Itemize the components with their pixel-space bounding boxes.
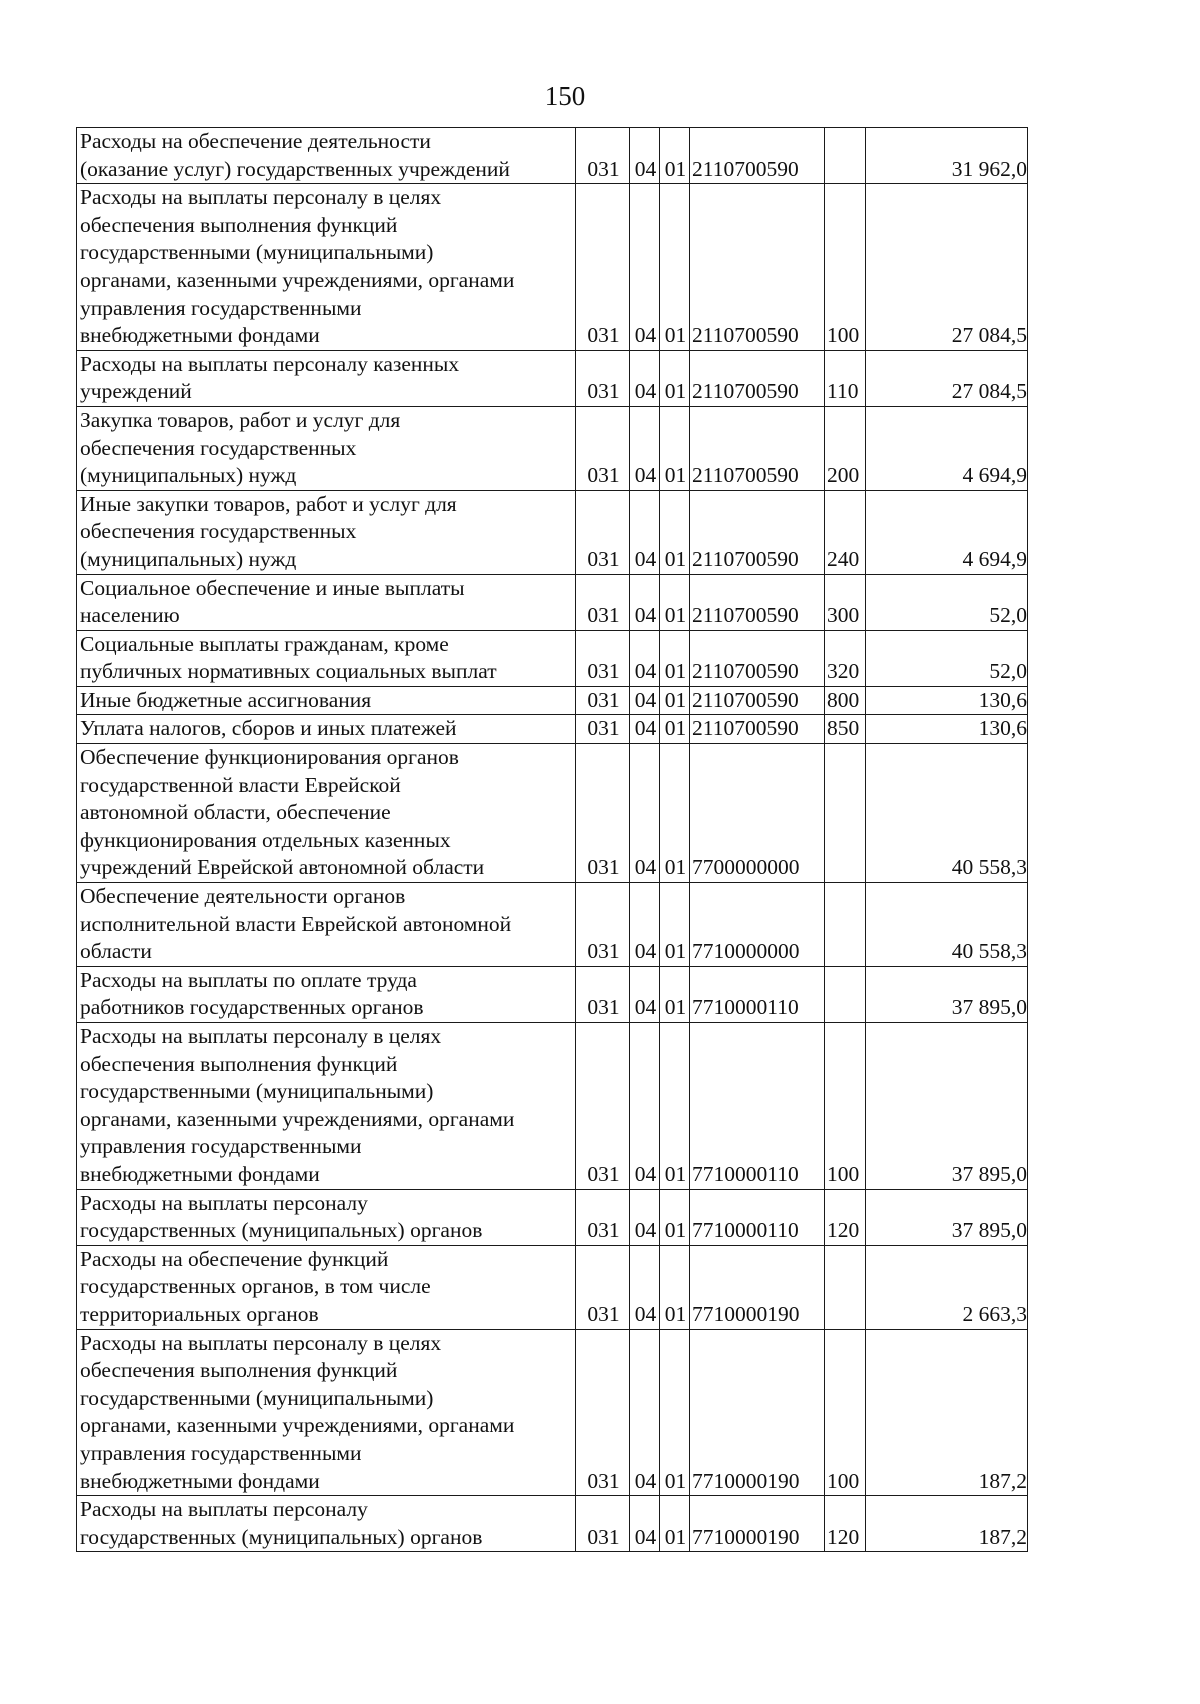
expense-name-cell — [77, 966, 576, 1022]
expense-name-line: Иные закупки товаров, работ и услуг для — [80, 491, 457, 516]
expense-name-line: государственными (муниципальными) — [80, 240, 434, 265]
expense-name-cell — [77, 686, 576, 715]
target-item-code-cell: 7710000000 — [690, 883, 825, 967]
expense-type-code-cell: 300 — [825, 574, 866, 630]
expense-type-code-cell: 800 — [825, 686, 866, 715]
table-row — [77, 184, 1028, 351]
expense-name-cell — [77, 184, 576, 351]
expense-name-line: учреждений Еврейской автономной области — [80, 855, 485, 880]
subsection-code-cell: 01 — [660, 128, 690, 184]
expense-type-code-cell — [825, 883, 866, 967]
amount-cell: 4 694,9 — [866, 406, 1028, 490]
admin-code-cell: 031 — [576, 883, 630, 967]
table-row — [77, 1023, 1028, 1190]
expense-name-line: органами, казенными учреждениями, органами — [80, 1106, 515, 1131]
expense-type-code-cell — [825, 1245, 866, 1329]
expense-name-line: населению — [80, 603, 180, 628]
subsection-code-cell: 01 — [660, 1245, 690, 1329]
admin-code-cell: 031 — [576, 350, 630, 406]
table-row — [77, 1189, 1028, 1245]
target-item-code-cell: 2110700590 — [690, 490, 825, 574]
amount-cell: 37 895,0 — [866, 966, 1028, 1022]
expense-type-code-cell — [825, 744, 866, 883]
expense-name-line: обеспечения выполнения функций — [80, 1051, 398, 1076]
budget-table — [76, 127, 1028, 1552]
admin-code-cell: 031 — [576, 686, 630, 715]
expense-name-cell — [77, 1496, 576, 1552]
expense-name-line: органами, казенными учреждениями, органами — [80, 1413, 515, 1438]
expense-name-line: обеспечения государственных — [80, 435, 357, 460]
admin-code-cell: 031 — [576, 744, 630, 883]
amount-cell: 130,6 — [866, 715, 1028, 744]
target-item-code-cell: 2110700590 — [690, 630, 825, 686]
expense-type-code-cell: 100 — [825, 1329, 866, 1496]
amount-cell: 27 084,5 — [866, 184, 1028, 351]
amount-cell: 187,2 — [866, 1496, 1028, 1552]
expense-name-line: Расходы на выплаты персоналу в целях — [80, 185, 442, 210]
expense-name-line: внебюджетными фондами — [80, 1161, 320, 1186]
expense-name-line: внебюджетными фондами — [80, 323, 320, 348]
expense-name-line: Социальное обеспечение и иные выплаты — [80, 575, 465, 600]
target-item-code-cell: 7710000190 — [690, 1245, 825, 1329]
section-code-cell: 04 — [630, 883, 660, 967]
expense-name-line: государственной власти Еврейской — [80, 772, 401, 797]
expense-name-cell — [77, 715, 576, 744]
admin-code-cell: 031 — [576, 715, 630, 744]
expense-name-line: обеспечения выполнения функций — [80, 212, 398, 237]
admin-code-cell: 031 — [576, 1189, 630, 1245]
admin-code-cell: 031 — [576, 1023, 630, 1190]
expense-name-line: Иные бюджетные ассигнования — [80, 687, 372, 712]
table-row — [77, 715, 1028, 744]
expense-name-line: Расходы на выплаты персоналу — [80, 1190, 368, 1215]
expense-name-cell — [77, 1329, 576, 1496]
expense-name-line: управления государственными — [80, 1134, 362, 1159]
subsection-code-cell: 01 — [660, 1023, 690, 1190]
expense-name-line: Закупка товаров, работ и услуг для — [80, 407, 401, 432]
admin-code-cell: 031 — [576, 490, 630, 574]
admin-code-cell: 031 — [576, 1496, 630, 1552]
subsection-code-cell: 01 — [660, 350, 690, 406]
admin-code-cell: 031 — [576, 966, 630, 1022]
expense-name-line: Расходы на выплаты персоналу казенных — [80, 351, 460, 376]
subsection-code-cell: 01 — [660, 883, 690, 967]
expense-name-cell — [77, 128, 576, 184]
admin-code-cell: 031 — [576, 128, 630, 184]
expense-name-cell — [77, 744, 576, 883]
target-item-code-cell: 7710000110 — [690, 966, 825, 1022]
expense-type-code-cell: 120 — [825, 1189, 866, 1245]
subsection-code-cell: 01 — [660, 686, 690, 715]
expense-name-line: публичных нормативных социальных выплат — [80, 659, 497, 684]
table-row — [77, 128, 1028, 184]
subsection-code-cell: 01 — [660, 966, 690, 1022]
target-item-code-cell: 2110700590 — [690, 184, 825, 351]
expense-name-line: Расходы на обеспечение деятельности — [80, 129, 431, 153]
expense-type-code-cell — [825, 128, 866, 184]
section-code-cell: 04 — [630, 630, 660, 686]
section-code-cell: 04 — [630, 686, 660, 715]
subsection-code-cell: 01 — [660, 406, 690, 490]
expense-name-line: Расходы на выплаты персоналу — [80, 1497, 368, 1522]
expense-name-line: Обеспечение функционирования органов — [80, 745, 459, 770]
expense-name-cell — [77, 406, 576, 490]
expense-name-cell — [77, 883, 576, 967]
expense-name-line: Расходы на выплаты персоналу в целях — [80, 1330, 442, 1355]
expense-type-code-cell: 120 — [825, 1496, 866, 1552]
section-code-cell: 04 — [630, 574, 660, 630]
target-item-code-cell: 2110700590 — [690, 128, 825, 184]
section-code-cell: 04 — [630, 490, 660, 574]
expense-name-line: работников государственных органов — [80, 995, 424, 1020]
page-number: 150 — [544, 81, 586, 111]
table-row — [77, 744, 1028, 883]
budget-table-body — [77, 128, 1028, 1552]
expense-name-line: (оказание услуг) государственных учреждений — [80, 156, 510, 181]
admin-code-cell: 031 — [576, 630, 630, 686]
subsection-code-cell: 01 — [660, 490, 690, 574]
subsection-code-cell: 01 — [660, 744, 690, 883]
expense-name-line: Расходы на обеспечение функций — [80, 1246, 389, 1271]
amount-cell: 2 663,3 — [866, 1245, 1028, 1329]
expense-name-line: государственными (муниципальными) — [80, 1079, 434, 1104]
expense-name-line: учреждений — [80, 379, 192, 404]
expense-name-line: автономной области, обеспечение — [80, 800, 391, 825]
target-item-code-cell: 7710000190 — [690, 1496, 825, 1552]
target-item-code-cell: 2110700590 — [690, 406, 825, 490]
amount-cell: 37 895,0 — [866, 1189, 1028, 1245]
expense-name-line: Уплата налогов, сборов и иных платежей — [80, 716, 457, 741]
section-code-cell: 04 — [630, 1496, 660, 1552]
admin-code-cell: 031 — [576, 184, 630, 351]
expense-type-code-cell: 110 — [825, 350, 866, 406]
table-row — [77, 1245, 1028, 1329]
target-item-code-cell: 7710000190 — [690, 1329, 825, 1496]
amount-cell: 37 895,0 — [866, 1023, 1028, 1190]
subsection-code-cell: 01 — [660, 630, 690, 686]
expense-type-code-cell: 850 — [825, 715, 866, 744]
expense-name-line: государственных органов, в том числе — [80, 1274, 431, 1299]
table-row — [77, 406, 1028, 490]
section-code-cell: 04 — [630, 1329, 660, 1496]
table-row — [77, 883, 1028, 967]
admin-code-cell: 031 — [576, 1329, 630, 1496]
expense-name-line: управления государственными — [80, 1440, 362, 1465]
expense-name-line: функционирования отдельных казенных — [80, 827, 451, 852]
amount-cell: 40 558,3 — [866, 744, 1028, 883]
table-row — [77, 630, 1028, 686]
table-row — [77, 966, 1028, 1022]
expense-name-cell — [77, 1023, 576, 1190]
expense-name-cell — [77, 574, 576, 630]
admin-code-cell: 031 — [576, 574, 630, 630]
expense-name-line: государственных (муниципальных) органов — [80, 1218, 483, 1243]
table-row — [77, 574, 1028, 630]
amount-cell: 31 962,0 — [866, 128, 1028, 184]
expense-type-code-cell: 240 — [825, 490, 866, 574]
amount-cell: 27 084,5 — [866, 350, 1028, 406]
target-item-code-cell: 2110700590 — [690, 574, 825, 630]
target-item-code-cell: 7710000110 — [690, 1023, 825, 1190]
expense-name-cell — [77, 1245, 576, 1329]
expense-name-line: территориальных органов — [80, 1301, 319, 1326]
expense-name-line: области — [80, 939, 152, 964]
expense-type-code-cell: 100 — [825, 1023, 866, 1190]
expense-type-code-cell: 200 — [825, 406, 866, 490]
section-code-cell: 04 — [630, 350, 660, 406]
section-code-cell: 04 — [630, 1189, 660, 1245]
table-row — [77, 1496, 1028, 1552]
section-code-cell: 04 — [630, 744, 660, 883]
expense-name-cell — [77, 350, 576, 406]
section-code-cell: 04 — [630, 128, 660, 184]
amount-cell: 130,6 — [866, 686, 1028, 715]
subsection-code-cell: 01 — [660, 715, 690, 744]
subsection-code-cell: 01 — [660, 1189, 690, 1245]
target-item-code-cell: 2110700590 — [690, 350, 825, 406]
expense-name-line: государственными (муниципальными) — [80, 1385, 434, 1410]
expense-name-line: (муниципальных) нужд — [80, 463, 297, 488]
admin-code-cell: 031 — [576, 1245, 630, 1329]
admin-code-cell: 031 — [576, 406, 630, 490]
amount-cell: 4 694,9 — [866, 490, 1028, 574]
subsection-code-cell: 01 — [660, 1496, 690, 1552]
expense-type-code-cell: 320 — [825, 630, 866, 686]
target-item-code-cell: 2110700590 — [690, 686, 825, 715]
section-code-cell: 04 — [630, 966, 660, 1022]
expense-name-line: Обеспечение деятельности органов — [80, 884, 406, 909]
expense-name-line: (муниципальных) нужд — [80, 546, 297, 571]
section-code-cell: 04 — [630, 1245, 660, 1329]
section-code-cell: 04 — [630, 1023, 660, 1190]
expense-name-line: обеспечения выполнения функций — [80, 1358, 398, 1383]
amount-cell: 40 558,3 — [866, 883, 1028, 967]
expense-name-cell — [77, 1189, 576, 1245]
amount-cell: 187,2 — [866, 1329, 1028, 1496]
expense-name-line: управления государственными — [80, 295, 362, 320]
subsection-code-cell: 01 — [660, 574, 690, 630]
expense-type-code-cell — [825, 966, 866, 1022]
section-code-cell: 04 — [630, 406, 660, 490]
section-code-cell: 04 — [630, 715, 660, 744]
expense-name-line: Социальные выплаты гражданам, кроме — [80, 631, 449, 656]
section-code-cell: 04 — [630, 184, 660, 351]
expense-name-line: Расходы на выплаты по оплате труда — [80, 967, 417, 992]
table-row — [77, 350, 1028, 406]
expense-name-line: Расходы на выплаты персоналу в целях — [80, 1024, 442, 1048]
expense-name-line: обеспечения государственных — [80, 519, 357, 544]
target-item-code-cell: 7710000110 — [690, 1189, 825, 1245]
expense-name-line: государственных (муниципальных) органов — [80, 1524, 483, 1549]
table-row — [77, 686, 1028, 715]
expense-name-line: органами, казенными учреждениями, органами — [80, 267, 515, 292]
expense-type-code-cell: 100 — [825, 184, 866, 351]
expense-name-cell — [77, 630, 576, 686]
expense-name-line: исполнительной власти Еврейской автономной — [80, 911, 512, 936]
expense-name-cell — [77, 490, 576, 574]
subsection-code-cell: 01 — [660, 1329, 690, 1496]
expense-name-line: внебюджетными фондами — [80, 1468, 320, 1493]
table-row — [77, 1329, 1028, 1496]
table-row — [77, 490, 1028, 574]
subsection-code-cell: 01 — [660, 184, 690, 351]
amount-cell: 52,0 — [866, 574, 1028, 630]
target-item-code-cell: 2110700590 — [690, 715, 825, 744]
amount-cell: 52,0 — [866, 630, 1028, 686]
target-item-code-cell: 7700000000 — [690, 744, 825, 883]
